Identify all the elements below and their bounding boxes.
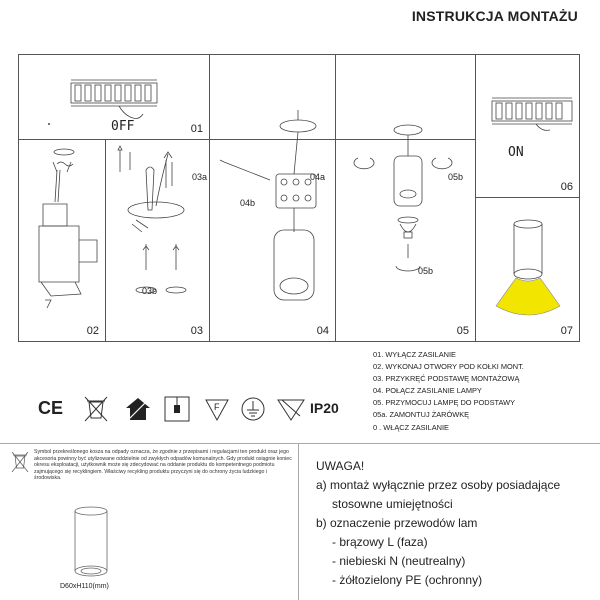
mounting-base-illustration [106,140,208,340]
section-divider [0,443,600,444]
panel-number: 05 [456,325,469,337]
crossed-bin-icon [82,394,110,424]
warning-line: b) oznaczenie przewodów lam [316,516,478,530]
panel-number: 07 [560,325,573,337]
no-hid-icon [276,396,306,422]
wiring-connection-illustration [210,54,334,340]
ip-rating: IP20 [310,400,339,416]
drill-illustration [19,140,105,340]
callout-04b: 04b [240,198,256,208]
panel-number: 06 [560,181,573,193]
panel-number: 03 [190,325,203,337]
crossed-bin-icon-small [10,450,30,476]
step-item: 04. POŁĄCZ ZASILANIE LAMPY [373,386,482,396]
product-dimensions: D60xH110(mm) [60,583,109,590]
f-mark-letter: F [214,402,220,412]
step-item: 0 . WŁĄCZ ZASILANIE [373,422,449,432]
instruction-diagram-grid [18,54,580,342]
switchboard-on-illustration [476,55,578,197]
callout-05b-top: 05b [448,172,464,182]
recycling-notice: Symbol przekreślonego kosza na odpady oznacza, że zgodnie z przepisami i regulacjami ten produkt oraz jego akcesoria powinny być utylizowane oddzielnie od zwykłych odpadów komunalnych. Gdy produkt osiągnie koniec okresu eksploatacji, użytkownik może się zdecydować na oddanie produktu do kompetentnego podmiotu zajmującego się recyklingiem. Właściwy recykling produktu przyczyni się do ochrony życia ludzkiego i środowiska. [34,449,292,482]
warning-section [316,457,560,590]
callout-03b: 03b [142,286,158,296]
callout-05b-bottom: 05b [418,266,434,276]
ce-mark: CE [38,398,64,418]
lamp-lit-illustration [476,198,578,340]
panel-01 [18,54,210,140]
step-item: 01. WYŁĄCZ ZASILANIE [373,350,456,359]
step-item: 02. WYKONAJ OTWORY POD KOŁKI MONT. [373,362,524,372]
panel-06 [476,54,580,198]
page-title: INSTRUKCJA MONTAŻU [411,8,578,24]
on-label: ON [508,145,524,160]
panel-07 [476,198,580,342]
indoor-use-icon [124,396,152,422]
panel-04 [210,54,336,342]
column-divider [298,443,299,600]
panel-number: 04 [316,325,329,337]
step-item: 05. PRZYMOCUJ LAMPĘ DO PODSTAWY [373,398,516,408]
callout-03a: 03a [192,172,208,182]
step-item: 05a. ZAMONTUJ ŻARÓWKĘ [373,410,470,420]
callout-04a: 04a [310,172,326,182]
lamp-assembly-illustration [336,54,474,340]
warning-line: stosowne umiejętności [332,497,453,511]
class-i-icon [164,396,190,422]
assembly-steps-list [373,349,524,434]
step-item: 03. PRZYKRĘĆ PODSTAWĘ MONTAŻOWĄ [373,374,520,384]
panel-03 [106,140,210,342]
warning-line: - niebieski N (neutrealny) [332,554,466,568]
panel-02 [18,140,106,342]
warning-heading: UWAGA! [316,459,365,473]
ground-icon [240,396,266,422]
warning-line: - żółtozielony PE (ochronny) [332,573,483,587]
product-outline [66,505,116,583]
panel-05 [336,54,476,342]
panel-number: 01 [190,123,203,135]
warning-line: - brązowy L (faza) [332,535,428,549]
off-label: 0FF [111,119,135,134]
panel-number: 02 [86,325,99,337]
warning-line: a) montaż wyłącznie przez osoby posiadające [316,478,561,492]
